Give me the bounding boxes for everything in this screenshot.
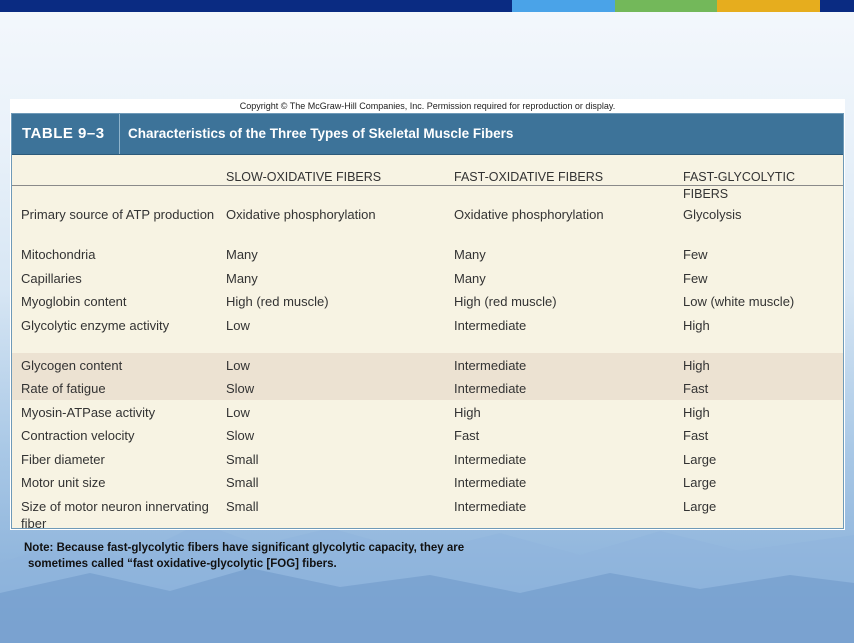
row-value: High <box>454 404 481 420</box>
top-bar-segment-gold <box>717 0 820 12</box>
row-value: Large <box>683 498 717 514</box>
row-value: High <box>683 357 710 373</box>
table-row <box>12 266 843 290</box>
table-row <box>12 202 843 242</box>
top-color-bar <box>0 0 854 12</box>
table-row <box>12 494 843 534</box>
row-label: Glycogen content <box>21 357 123 373</box>
row-value: Low (white muscle) <box>683 294 795 309</box>
row-value: Intermediate <box>454 498 527 514</box>
row-value: Low <box>226 317 250 333</box>
row-value: Oxidative phosphorylation <box>454 207 604 222</box>
row-value: Few <box>683 247 708 262</box>
row-value: High <box>683 317 710 333</box>
row-value: Fast <box>683 428 709 443</box>
table-row <box>12 353 843 377</box>
column-header-fast-glycolytic: FAST-GLYCOLYTIC FIBERS <box>683 170 796 201</box>
row-value: Slow <box>226 381 255 396</box>
row-value: Fast <box>683 381 709 396</box>
top-bar-segment-navy-end <box>820 0 854 12</box>
table-row <box>12 423 843 447</box>
top-bar-segment-green <box>615 0 717 12</box>
row-label: Size of motor neuron innervating fiber <box>21 498 209 531</box>
footnote <box>24 541 544 572</box>
row-value: Intermediate <box>454 451 527 467</box>
row-value: Intermediate <box>454 381 527 396</box>
top-bar-segment-navy <box>0 0 512 12</box>
row-value: Many <box>454 247 486 262</box>
column-header-slow-oxidative: SLOW-OXIDATIVE FIBERS <box>226 170 382 184</box>
row-value: Slow <box>226 428 255 443</box>
row-label: Rate of fatigue <box>21 381 106 396</box>
row-value: Intermediate <box>454 475 527 490</box>
row-value: Oxidative phosphorylation <box>226 207 376 222</box>
column-header-fast-oxidative: FAST-OXIDATIVE FIBERS <box>454 170 604 184</box>
table-row <box>12 376 843 400</box>
row-value: Many <box>454 270 486 286</box>
row-label: Contraction velocity <box>21 428 135 443</box>
row-value: Small <box>226 475 259 490</box>
row-label: Fiber diameter <box>21 451 105 467</box>
row-value: High <box>683 404 710 420</box>
row-value: Small <box>226 451 259 467</box>
row-value: High (red muscle) <box>226 294 329 309</box>
row-value: Fast <box>454 428 480 443</box>
footnote-line-2: sometimes called “fast oxidative-glycolytic [FOG] fibers. <box>28 557 337 570</box>
muscle-fiber-table <box>11 113 844 529</box>
table-row <box>12 313 843 353</box>
row-value: Few <box>683 270 708 286</box>
table-slide-panel <box>10 99 845 530</box>
row-label: Motor unit size <box>21 475 106 490</box>
table-title: Characteristics of the Three Types of Skeletal Muscle Fibers <box>128 126 514 141</box>
row-value: Small <box>226 498 259 514</box>
row-value: Glycolysis <box>683 207 742 222</box>
row-label: Primary source of ATP production <box>21 207 215 222</box>
row-value: Intermediate <box>454 317 527 333</box>
table-row <box>12 447 843 471</box>
table-row <box>12 242 843 266</box>
row-label: Mitochondria <box>21 247 96 262</box>
footnote-line-1: Note: Because fast-glycolytic fibers have significant glycolytic capacity, they are <box>24 542 465 554</box>
row-label: Capillaries <box>21 270 82 286</box>
table-header-bar <box>12 114 843 155</box>
row-value: Large <box>683 451 717 467</box>
row-label: Myoglobin content <box>21 294 127 309</box>
row-value: Low <box>226 404 250 420</box>
row-label: Myosin-ATPase activity <box>21 404 156 420</box>
column-header-row <box>12 155 843 201</box>
table-row <box>12 470 843 494</box>
table-number: TABLE 9–3 <box>12 114 120 154</box>
copyright-notice: Copyright © The McGraw-Hill Companies, Inc. Permission required for reproduction or display. <box>239 101 616 111</box>
row-value: Intermediate <box>454 357 527 373</box>
table-row <box>12 400 843 424</box>
row-label: Glycolytic enzyme activity <box>21 317 170 333</box>
top-bar-segment-blue <box>512 0 615 12</box>
row-value: Low <box>226 357 250 373</box>
row-value: Large <box>683 475 717 490</box>
row-value: Many <box>226 247 258 262</box>
row-value: Many <box>226 270 258 286</box>
row-value: High (red muscle) <box>454 294 557 309</box>
table-row <box>12 289 843 313</box>
